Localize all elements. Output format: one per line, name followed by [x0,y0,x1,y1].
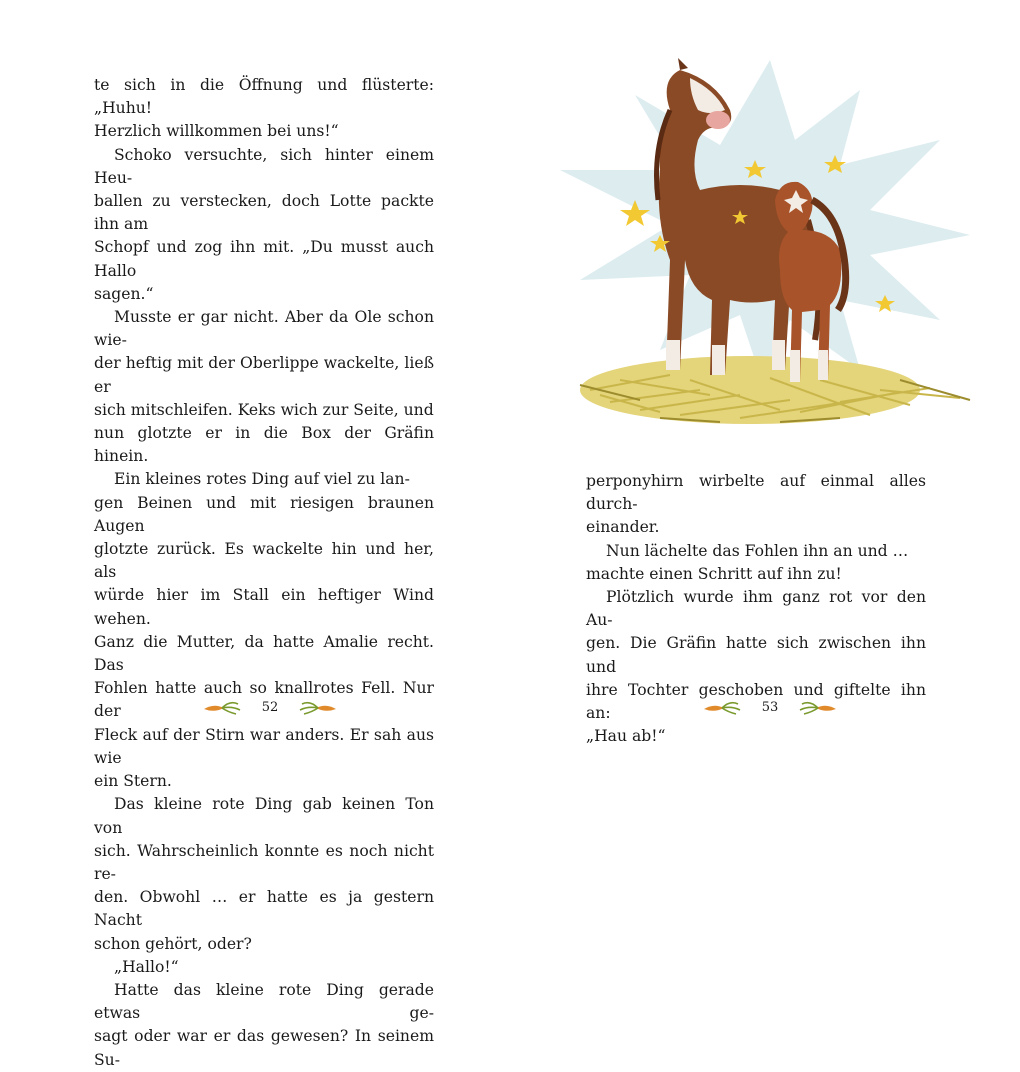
line: der heftig mit der Oberlippe wackelte, ließ er [94,354,434,396]
line: Nun lächelte das Fohlen ihn an und … [606,541,909,560]
line: sagen.“ [94,284,154,303]
paragraph [94,144,434,306]
line: machte einen Schritt auf ihn zu! [586,564,842,583]
line: te sich in die Öffnung und flüsterte: „Huhu! [94,76,434,118]
line: Hatte das kleine rote Ding gerade etwas ge- [94,980,434,1023]
line: Plötzlich wurde ihm ganz rot vor den Au- [586,588,926,630]
line: einander. [586,518,660,537]
line: den. Obwohl … er hatte es ja gestern Nacht [94,888,434,930]
line: sagt oder war er das gewesen? In seinem Su- [94,1027,434,1069]
line: Schopf und zog ihn mit. „Du musst auch Hallo [94,238,434,280]
line: gen Beinen und mit riesigen braunen Augen [94,493,434,535]
paragraph [94,468,434,793]
line: Ganz die Mutter, da hatte Amalie recht. Das [94,632,434,675]
right-page [510,0,1020,775]
line: Schoko versuchte, sich hinter einem Heu- [94,145,434,187]
line: Fohlen hatte auch so knallrotes Fell. Nur der [94,679,434,721]
line: Herzlich willkommen bei uns!“ [94,122,339,141]
line: würde hier im Stall ein heftiger Wind wehen. [94,586,434,628]
mare-and-foal-illustration [540,50,990,440]
line: perponyhirn wirbelte auf einmal alles durch- [586,472,926,514]
left-page [0,0,510,1069]
carrot-ornament-icon [296,696,340,718]
line: ballen zu verstecken, doch Lotte packte ihn am [94,192,434,234]
paragraph [586,540,926,586]
left-page-text [94,74,434,1072]
carrot-ornament-icon [200,696,244,718]
line: sich mitschleifen. Keks wich zur Seite, und [94,400,434,419]
line: ihre Tochter geschoben und giftelte ihn an: [586,680,926,723]
line: ein Stern. [94,772,172,791]
page-number: 52 [261,699,279,715]
line: „Hau ab!“ [586,727,666,746]
paragraph [94,74,434,144]
line: Ein kleines rotes Ding auf viel zu lan- [114,470,410,489]
line: Das kleine rote Ding gab keinen Ton von [94,795,434,837]
page-number: 53 [761,699,779,715]
line: gen. Die Gräfin hatte sich zwischen ihn und [586,634,926,676]
line: Fleck auf der Stirn war anders. Er sah aus wie [94,725,434,767]
paragraph [94,979,434,1072]
paragraph [586,470,926,540]
line: sich. Wahrscheinlich konnte es noch nicht re- [94,841,434,883]
carrot-ornament-icon [796,696,840,718]
paragraph [94,793,434,955]
line: Musste er gar nicht. Aber da Ole schon wie- [94,308,434,350]
line: schon gehört, oder? [94,934,252,953]
paragraph [586,586,926,748]
line: „Hallo!“ [114,957,179,976]
page-footer [700,695,840,719]
paragraph [94,956,434,979]
line: glotzte zurück. Es wackelte hin und her, als [94,540,434,582]
page-footer [200,695,340,719]
line: nun glotzte er in die Box der Gräfin hinein. [94,424,434,466]
carrot-ornament-icon [700,696,744,718]
paragraph [94,306,434,468]
